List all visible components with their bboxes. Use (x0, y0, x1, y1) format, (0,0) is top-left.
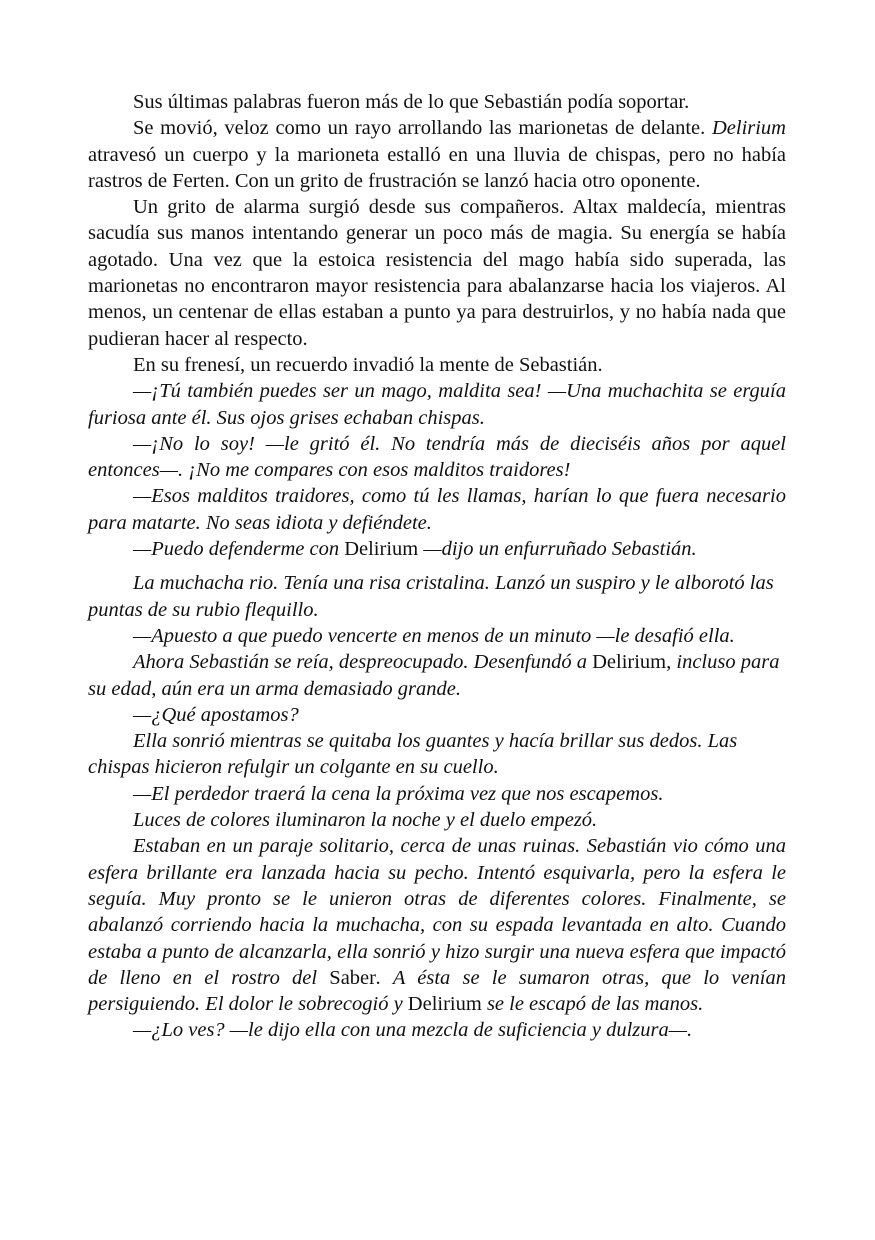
paragraph (88, 483, 786, 536)
italic-text: Ella sonrió mientras se quitaba los guantes y hacía brillar sus dedos. Las chispas hicieron refulgir un colgante en su cuello. (88, 730, 738, 779)
paragraph (88, 89, 786, 115)
paragraph (88, 194, 786, 352)
roman-text: En su frenesí, un recuerdo invadió la mente de Sebastián. (133, 353, 603, 376)
roman-text: Delirium (592, 651, 667, 674)
italic-text: Ahora Sebastián se reía, despreocupado. Desenfundó a (133, 651, 593, 674)
paragraph (88, 702, 786, 728)
roman-text: Delirium (344, 538, 419, 561)
paragraph (88, 1017, 786, 1043)
roman-text: Saber (329, 966, 376, 989)
italic-text: La muchacha rio. Tenía una risa cristalina. Lanzó un suspiro y le alborotó las puntas de su rubio flequillo. (88, 572, 774, 621)
italic-text: Luces de colores iluminaron la noche y el duelo empezó. (133, 809, 598, 832)
italic-text: —¡No lo soy! —le gritó él. No tendría más de dieciséis años por aquel entonces—. ¡No me compares con esos malditos traidores! (88, 432, 786, 482)
italic-text: —¡Tú también puedes ser un mago, maldita sea! —Una muchachita se erguía furiosa ante él. Sus ojos grises echaban chispas. (88, 380, 786, 429)
roman-text: atravesó un cuerpo y la marioneta estalló en una lluvia de chispas, pero no había rastros de Ferten. Con un grito de frustración se lanzó hacia otro oponente. (88, 143, 786, 192)
italic-text: —¿Qué apostamos? (133, 703, 299, 726)
paragraph (88, 570, 786, 623)
paragraph (88, 728, 786, 781)
roman-text: Un grito de alarma surgió desde sus compañeros. Altax maldecía, mientras sacudía sus manos intentando generar un poco más de magia. Su energía se había agotado. Una vez que la estoica resistencia del mago había sido superada, las marionetas no encontraron mayor resistencia para abalanzarse hacia los viajeros. Al menos, un centenar de ellas estaban a punto ya para destruirlos, y no había nada que pudieran hacer al respecto. (88, 196, 786, 350)
italic-text: Delirium (711, 117, 786, 140)
italic-text: . A ésta se le sumaron otras, que lo venían persiguiendo. El dolor le sobrecogió y (88, 966, 786, 1016)
italic-text: —dijo un enfurruñado Sebastián. (418, 538, 697, 561)
italic-text: —Puedo defenderme con (133, 538, 345, 561)
italic-text: , incluso para su edad, aún era un arma demasiado grande. (88, 651, 780, 700)
roman-text: Sus últimas palabras fueron más de lo que Sebastián podía soportar. (133, 91, 690, 113)
paragraph (88, 807, 786, 833)
paragraph (88, 623, 786, 649)
italic-text: —Apuesto a que puedo vencerte en menos de un minuto —le desafió ella. (133, 624, 735, 647)
italic-text: —Esos malditos traidores, como tú les llamas, harían lo que fuera necesario para matarte. No seas idiota y defiéndete. (88, 485, 786, 534)
italic-text: —El perdedor traerá la cena la próxima vez que nos escapemos. (133, 782, 664, 805)
paragraph (88, 352, 786, 378)
paragraph (88, 115, 786, 194)
paragraph (88, 833, 786, 1017)
paragraph (88, 649, 786, 702)
paragraph (88, 781, 786, 807)
italic-text: se le escapó de las manos. (481, 993, 704, 1016)
paragraph (88, 536, 786, 562)
paragraph (88, 431, 786, 484)
italic-text: Estaban en un paraje solitario, cerca de unas ruinas. Sebastián vio cómo una esfera brillante era lanzada hacia su pecho. Intentó esquivarla, pero la esfera le seguía. Muy pronto se le unieron otras de diferentes colores. Finalmente, se abalanzó corriendo hacia la muchacha, con su espada levantada en alto. Cuando estaba a punto de alcanzarla, ella sonrió y hizo surgir una nueva esfera que impactó de lleno en el rostro del (88, 835, 786, 989)
paragraph (88, 378, 786, 431)
body-text (88, 89, 786, 1044)
roman-text: Delirium (407, 993, 482, 1016)
roman-text: Se movió, veloz como un rayo arrollando las marionetas de delante. (133, 117, 712, 140)
italic-text: —¿Lo ves? —le dijo ella con una mezcla de suficiencia y dulzura—. (133, 1019, 693, 1042)
